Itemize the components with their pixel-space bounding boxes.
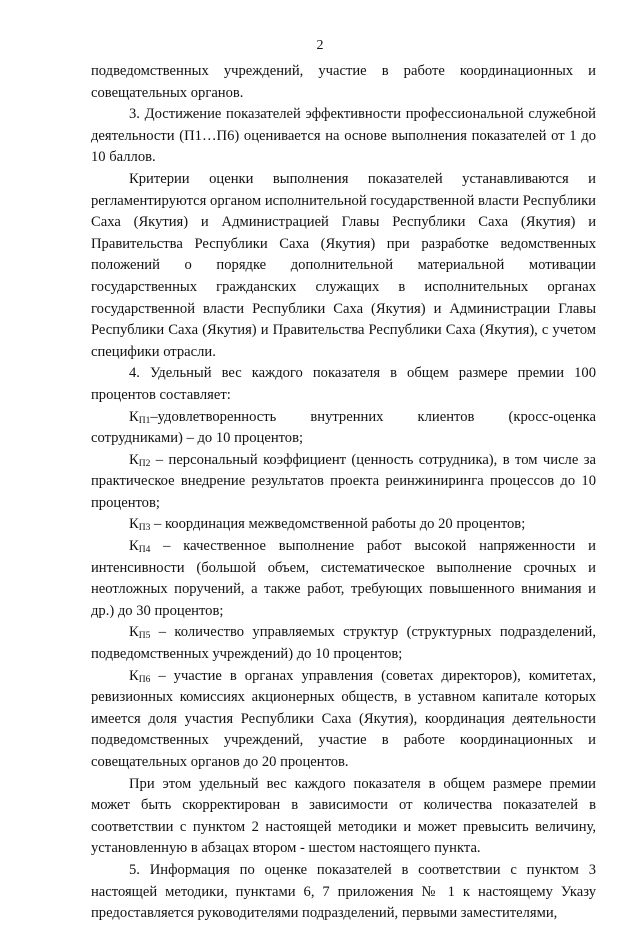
paragraph-item-5: 5. Информация по оценке показателей в соответствии с пунктом 3 настоящей методики, пунктами 6, 7 приложения № 1 к настоящему Указу предоставляется руководителями подразделений, первыми заместителями, (91, 861, 596, 922)
indicator-symbol: К (129, 451, 139, 468)
indicator-k6 (91, 666, 596, 774)
indicator-subscript: П6 (138, 674, 151, 685)
paragraph-continuation: подведомственных учреждений, участие в работе координационных и совещательных органов. (91, 63, 596, 101)
indicator-subscript: П3 (138, 523, 151, 534)
indicator-text: – качественное выполнение работ высокой напряженности и интенсивности (большой объем, систематическое выполнение срочных и неотложных поручений, а также работ, требующих повышенного внимания и др.) до 30 процентов; (91, 538, 596, 619)
indicator-subscript: П1 (138, 415, 151, 426)
indicator-k4 (91, 536, 596, 622)
paragraph-weight-adjustment: При этом удельный вес каждого показателя в общем размере премии может быть скорректирован в зависимости от количества показателей в соответствии с пунктом 2 настоящей методики и может превысить величину, установленную в абзацах втором - шестом настоящего пункта. (91, 775, 596, 857)
indicator-text: – количество управляемых структур (структурных подразделений, подведомственных учреждений) до 10 процентов; (91, 624, 596, 663)
paragraph-item-4: 4. Удельный вес каждого показателя в общем размере премии 100 процентов составляет: (91, 365, 596, 403)
indicator-symbol: К (129, 624, 139, 641)
indicator-k2 (91, 450, 596, 515)
page-number: 2 (316, 38, 324, 53)
indicator-symbol: К (129, 408, 139, 425)
indicator-subscript: П2 (138, 458, 151, 469)
paragraph-item-3: 3. Достижение показателей эффективности профессиональной служебной деятельности (П1…П6) оценивается на основе выполнения показателей от 1 до 10 баллов. (91, 106, 596, 166)
indicator-text: – координация межведомственной работы до 20 процентов; (150, 516, 526, 533)
paragraph-criteria: Критерии оценки выполнения показателей устанавливаются и регламентируются органом исполнительной государственной власти Республики Саха (Якутия) и Администрацией Главы Республики Саха (Якутия) и Правительства Республики Саха (Якутия) при разработке ведомственных положений о порядке дополнительной материальной мотивации государственных гражданских служащих в исполнительных органах государственной власти Республики Саха (Якутия) и Администрации Главы Республики Саха (Якутия) и Правительства Республики Саха (Якутия), с учетом специфики отрасли. (91, 170, 596, 360)
indicator-text: –удовлетворенность внутренних клиентов (кросс-оценка сотрудниками) – до 10 процентов; (91, 408, 596, 447)
indicator-k1 (91, 407, 596, 450)
indicator-text: – персональный коэффициент (ценность сотрудника), в том числе за практическое внедрение результатов проекта реинжиниринга процессов до 10 процентов; (91, 451, 596, 511)
indicator-subscript: П4 (138, 545, 151, 556)
indicator-symbol: К (129, 516, 139, 533)
indicator-symbol: К (129, 667, 139, 684)
indicator-k3 (91, 514, 596, 536)
indicator-symbol: К (129, 538, 139, 555)
indicator-text: – участие в органах управления (советах директоров), комитетах, ревизионных комиссиях акционерных обществ, в уставном капитале которых имеется доля участия Республики Саха (Якутия), координация деятельности подведомственных учреждений, участие в работе координационных и совещательных органов до 20 процентов. (91, 667, 596, 770)
indicator-subscript: П5 (138, 631, 151, 642)
indicator-k5 (91, 622, 596, 665)
document-body (91, 61, 596, 925)
